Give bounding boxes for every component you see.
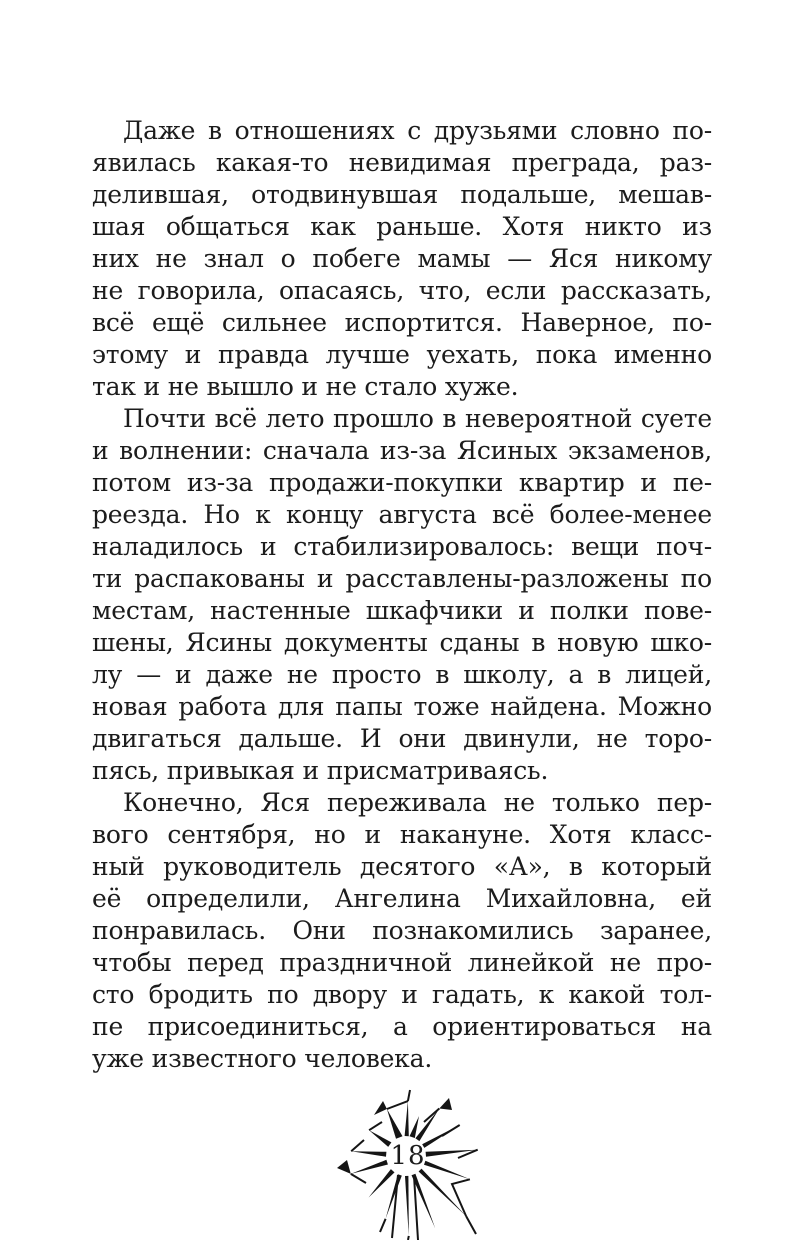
text-line: новая работа для папы тоже найдена. Можно xyxy=(92,692,712,721)
text-line: местам, настенные шкафчики и полки пове- xyxy=(92,596,712,625)
paragraph xyxy=(92,115,712,403)
text-line: шены, Ясины документы сданы в новую шко- xyxy=(92,628,712,657)
text-line: вого сентября, но и накануне. Хотя класс- xyxy=(92,820,712,849)
text-line: её определили, Ангелина Михайловна, ей xyxy=(92,884,712,913)
text-line: понравилась. Они познакомились заранее, xyxy=(92,916,712,945)
text-line: потом из-за продажи-покупки квартир и пе- xyxy=(92,468,712,497)
text-line: уже известного человека. xyxy=(92,1044,433,1073)
text-line: так и не вышло и не стало хуже. xyxy=(92,372,519,401)
text-line: ти распакованы и расставлены-разложены по xyxy=(92,564,712,593)
text-line: них не знал о побеге мамы — Яся никому xyxy=(92,244,712,273)
paragraph xyxy=(92,403,712,787)
page-number-ornament xyxy=(312,1088,504,1240)
text-line: всё ещё сильнее испортится. Наверное, по- xyxy=(92,308,712,337)
text-line: наладилось и стабилизировалось: вещи поч- xyxy=(92,532,712,561)
text-line: Даже в отношениях с друзьями словно по- xyxy=(123,116,712,145)
text-line: и волнении: сначала из-за Ясиных экзаменов, xyxy=(92,436,712,465)
text-line: двигаться дальше. И они двинули, не торо- xyxy=(92,724,712,753)
text-line: пясь, привыкая и присматриваясь. xyxy=(92,756,549,785)
text-line: явилась какая-то невидимая преграда, раз- xyxy=(92,148,712,177)
paragraph xyxy=(92,787,712,1075)
page-text xyxy=(92,115,712,1075)
text-line: Почти всё лето прошло в невероятной суете xyxy=(123,404,712,433)
text-line: не говорила, опасаясь, что, если рассказать, xyxy=(92,276,712,305)
text-line: ный руководитель десятого «А», в который xyxy=(92,852,712,881)
text-line: делившая, отодвинувшая подальше, мешав- xyxy=(92,180,712,209)
page-number: 18 xyxy=(390,1141,426,1171)
text-line: шая общаться как раньше. Хотя никто из xyxy=(92,212,712,241)
text-line: Конечно, Яся переживала не только пер- xyxy=(123,788,712,817)
text-line: сто бродить по двору и гадать, к какой тол- xyxy=(92,980,712,1009)
text-line: этому и правда лучше уехать, пока именно xyxy=(92,340,712,369)
text-line: лу — и даже не просто в школу, а в лицей, xyxy=(92,660,712,689)
text-line: чтобы перед праздничной линейкой не про- xyxy=(92,948,712,977)
text-line: пе присоединиться, а ориентироваться на xyxy=(92,1012,712,1041)
text-line: реезда. Но к концу августа всё более-менее xyxy=(92,500,712,529)
